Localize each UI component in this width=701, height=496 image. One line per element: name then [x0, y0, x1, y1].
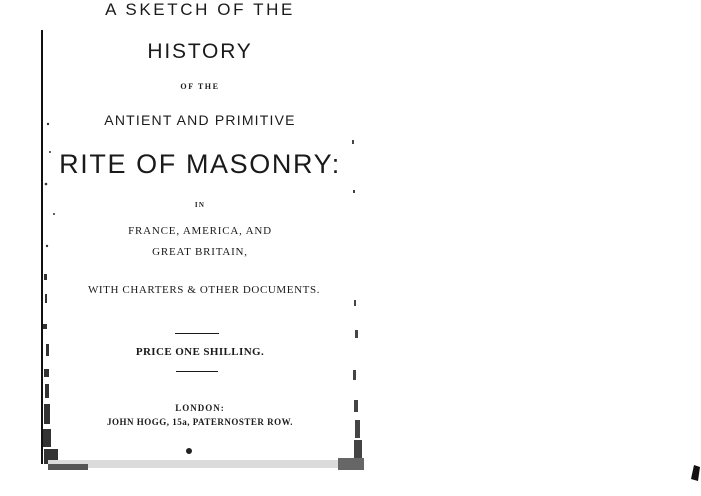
price-line: PRICE ONE SHILLING. [135, 346, 265, 358]
title-of-the-line: OF THE [180, 82, 220, 91]
scan-edge-right [346, 100, 364, 465]
ink-speck [688, 463, 701, 483]
countries-line-2: GREAT BRITAIN, [152, 246, 248, 258]
title-history-line: HISTORY [147, 40, 253, 63]
imprint-publisher: JOHN HOGG, 15a, PATERNOSTER ROW. [106, 417, 294, 427]
scan-edge-left [34, 24, 64, 472]
divider-rule-bottom [176, 371, 218, 372]
scan-edge-bottom [48, 446, 364, 472]
imprint-city: LONDON: [175, 403, 225, 413]
countries-line-1: FRANCE, AMERICA, AND [128, 225, 272, 237]
title-in-line: IN [194, 201, 206, 209]
charters-line: WITH CHARTERS & OTHER DOCUMENTS. [87, 284, 321, 296]
divider-rule-top [175, 333, 219, 334]
title-rite-line: RITE OF MASONRY: [59, 149, 341, 179]
title-sketch-line: A SKETCH OF THE [105, 0, 295, 19]
title-antient-line: ANTIENT AND PRIMITIVE [104, 112, 296, 128]
